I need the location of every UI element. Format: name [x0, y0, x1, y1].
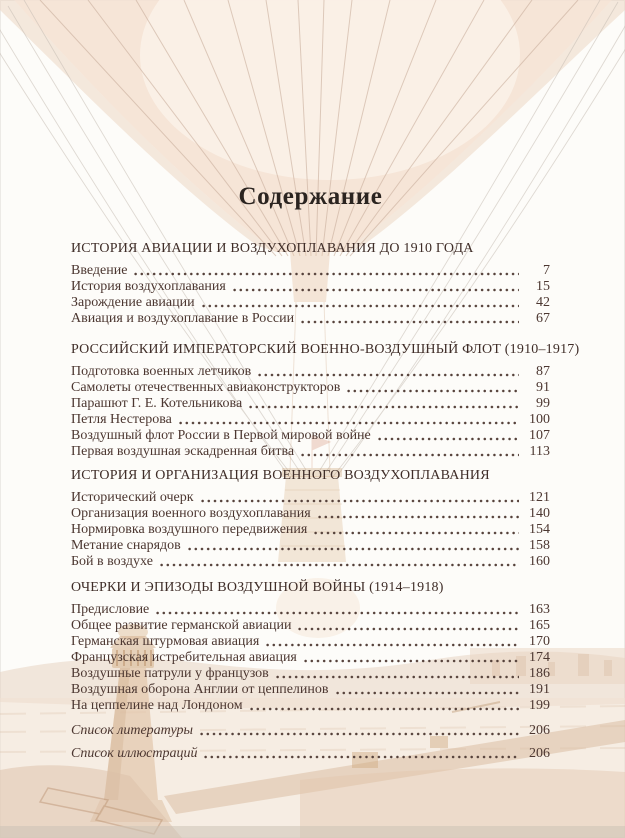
toc-section	[71, 467, 550, 570]
toc-entry	[71, 311, 550, 327]
page-title: Содержание	[238, 183, 383, 210]
toc-entry-page: 191	[529, 682, 550, 697]
toc-entry-title: Германская штурмовая авиация	[71, 634, 260, 649]
section-entries	[71, 263, 550, 327]
toc-entry	[71, 746, 550, 762]
toc-entry-title: Французская истребительная авиация	[71, 650, 297, 665]
toc-entry-title: Исторический очерк	[71, 490, 194, 505]
dot-leader	[266, 643, 519, 647]
toc-entry-title: Список литературы	[71, 723, 193, 738]
toc-entry-title: Самолеты отечественных авиаконструкторов	[71, 380, 341, 395]
section-entries	[71, 490, 550, 570]
toc-entry	[71, 412, 550, 428]
toc-entry-page: 186	[529, 666, 550, 681]
toc-entry	[71, 396, 550, 412]
dot-leader	[318, 515, 519, 519]
toc-entry	[71, 490, 550, 506]
section-entries	[71, 602, 550, 714]
dot-leader	[179, 421, 519, 425]
section-heading: РОССИЙСКИЙ ИМПЕРАТОРСКИЙ ВОЕННО-ВОЗДУШНЫЙ ФЛОТ (1910–1917)	[71, 342, 580, 357]
toc-entry-title: Нормировка воздушного передвижения	[71, 522, 308, 537]
toc-entry	[71, 618, 550, 634]
toc-entry-page: 121	[529, 490, 550, 505]
toc-entry-title: Воздушный флот России в Первой мировой войне	[71, 428, 371, 443]
dot-leader	[314, 531, 519, 535]
toc-entry-title: Метание снарядов	[71, 538, 181, 553]
dot-leader	[156, 611, 519, 615]
toc-entry-page: 163	[529, 602, 550, 617]
toc-entry-page: 7	[543, 263, 550, 278]
toc-entry-page: 67	[536, 311, 550, 326]
dot-leader	[298, 627, 519, 631]
section-heading: ИСТОРИЯ И ОРГАНИЗАЦИЯ ВОЕННОГО ВОЗДУХОПЛАВАНИЯ	[71, 468, 490, 483]
dot-leader	[347, 389, 519, 393]
toc-entry	[71, 364, 550, 380]
dot-leader	[202, 304, 519, 308]
toc-entry-page: 91	[536, 380, 550, 395]
toc-entry	[71, 380, 550, 396]
toc-entry-title: Петля Нестерова	[71, 412, 172, 427]
toc-entry-page: 158	[529, 538, 550, 553]
toc-entry	[71, 538, 550, 554]
toc-entry	[71, 682, 550, 698]
dot-leader	[160, 563, 519, 567]
toc-entry	[71, 634, 550, 650]
dot-leader	[304, 659, 519, 663]
toc-section	[71, 240, 550, 327]
toc-entry	[71, 428, 550, 444]
toc-entry-page: 87	[536, 364, 550, 379]
section-entries	[71, 364, 550, 460]
toc-entry-page: 113	[529, 444, 550, 459]
toc-entry-page: 170	[529, 634, 550, 649]
toc-entry-title: Общее развитие германской авиации	[71, 618, 292, 633]
table-of-contents	[71, 0, 580, 769]
toc-entry-title: Воздушные патрули у французов	[71, 666, 269, 681]
back-matter	[71, 723, 550, 762]
toc-entry-page: 154	[529, 522, 550, 537]
toc-entry-title: Парашют Г. Е. Котельникова	[71, 396, 243, 411]
toc-entry-title: Предисловие	[71, 602, 150, 617]
dot-leader	[258, 373, 519, 377]
toc-entry	[71, 522, 550, 538]
toc-entry	[71, 666, 550, 682]
dot-leader	[250, 707, 519, 711]
toc-entry-title: Введение	[71, 263, 128, 278]
toc-section	[71, 341, 580, 460]
dot-leader	[188, 547, 519, 551]
toc-entry-title: Бой в воздухе	[71, 554, 153, 569]
dot-leader	[301, 453, 519, 457]
toc-entry-page: 99	[536, 396, 550, 411]
toc-entry-page: 100	[529, 412, 550, 427]
toc-entry-page: 199	[529, 698, 550, 713]
toc-entry-title: Зарождение авиации	[71, 295, 195, 310]
dot-leader	[204, 755, 519, 759]
toc-entry	[71, 263, 550, 279]
toc-entry	[71, 650, 550, 666]
toc-entry-title: Первая воздушная эскадренная битва	[71, 444, 295, 459]
dot-leader	[301, 320, 519, 324]
dot-leader	[200, 732, 519, 736]
toc-entry-title: Список иллюстраций	[71, 746, 198, 761]
toc-entry	[71, 444, 550, 460]
dot-leader	[276, 675, 519, 679]
toc-entry	[71, 698, 550, 714]
toc-entry-title: Подготовка военных летчиков	[71, 364, 252, 379]
dot-leader	[134, 272, 519, 276]
toc-section	[71, 579, 550, 714]
toc-entry-page: 206	[529, 746, 550, 761]
toc-entry	[71, 602, 550, 618]
toc-entry-title: История воздухоплавания	[71, 279, 226, 294]
toc-entry	[71, 723, 550, 739]
toc-entry-page: 165	[529, 618, 550, 633]
dot-leader	[201, 499, 519, 503]
toc-entry	[71, 295, 550, 311]
toc-entry-page: 15	[536, 279, 550, 294]
toc-entry-title: На цеппелине над Лондоном	[71, 698, 243, 713]
section-heading: ОЧЕРКИ И ЭПИЗОДЫ ВОЗДУШНОЙ ВОЙНЫ (1914–1918)	[71, 580, 444, 595]
toc-entry	[71, 554, 550, 570]
dot-leader	[249, 405, 519, 409]
toc-entry-title: Воздушная оборона Англии от цеппелинов	[71, 682, 329, 697]
dot-leader	[233, 288, 519, 292]
toc-sections	[71, 240, 580, 714]
toc-entry-title: Авиация и воздухоплавание в России	[71, 311, 295, 326]
toc-entry-page: 206	[529, 723, 550, 738]
toc-entry-page: 42	[536, 295, 550, 310]
toc-entry-page: 107	[529, 428, 550, 443]
dot-leader	[336, 691, 519, 695]
dot-leader	[378, 437, 519, 441]
toc-entry-page: 174	[529, 650, 550, 665]
toc-entry-title: Организация военного воздухоплавания	[71, 506, 311, 521]
toc-entry	[71, 279, 550, 295]
toc-entry-page: 160	[529, 554, 550, 569]
toc-entry	[71, 506, 550, 522]
section-heading: ИСТОРИЯ АВИАЦИИ И ВОЗДУХОПЛАВАНИЯ ДО 1910 ГОДА	[71, 241, 474, 256]
toc-entry-page: 140	[529, 506, 550, 521]
